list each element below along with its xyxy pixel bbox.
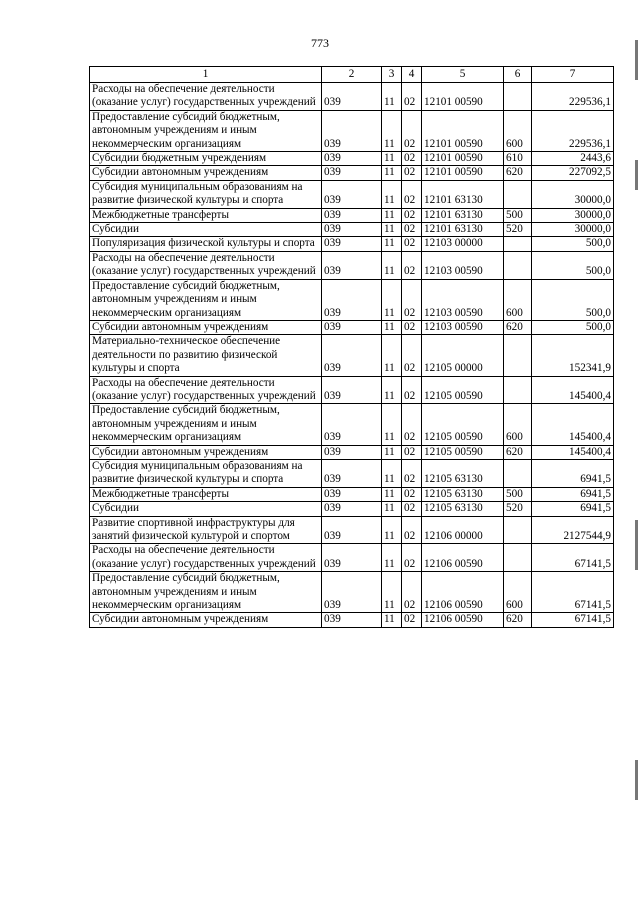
- section-cell: 11: [382, 166, 402, 180]
- expense-type-cell: [504, 544, 532, 572]
- target-article-cell: 12106 00000: [422, 516, 504, 544]
- admin-code-cell: 039: [322, 320, 382, 334]
- scan-edge-mark: [635, 40, 638, 80]
- target-article-cell: 12105 00590: [422, 404, 504, 445]
- admin-code-cell: 039: [322, 180, 382, 208]
- amount-cell: 30000,0: [532, 180, 614, 208]
- expense-type-cell: 600: [504, 279, 532, 320]
- subsection-cell: 02: [402, 572, 422, 613]
- admin-code-cell: 039: [322, 487, 382, 501]
- admin-code-cell: 039: [322, 237, 382, 251]
- target-article-cell: 12105 00590: [422, 376, 504, 404]
- subsection-cell: 02: [402, 208, 422, 222]
- section-cell: 11: [382, 459, 402, 487]
- row-name-cell: Субсидии автономным учреждениям: [90, 445, 322, 459]
- table-row: [90, 459, 614, 487]
- subsection-cell: 02: [402, 516, 422, 544]
- section-cell: 11: [382, 335, 402, 376]
- target-article-cell: 12101 00590: [422, 110, 504, 151]
- admin-code-cell: 039: [322, 404, 382, 445]
- subsection-cell: 02: [402, 251, 422, 279]
- target-article-cell: 12105 63130: [422, 487, 504, 501]
- subsection-cell: 02: [402, 487, 422, 501]
- amount-cell: 145400,4: [532, 404, 614, 445]
- row-name-cell: Субсидии автономным учреждениям: [90, 613, 322, 627]
- expense-type-cell: 600: [504, 110, 532, 151]
- row-name-cell: Субсидии бюджетным учреждениям: [90, 152, 322, 166]
- row-name-cell: Предоставление субсидий бюджетным, автономным учреждениям и иным некоммерческим организациям: [90, 572, 322, 613]
- column-header: 4: [402, 67, 422, 83]
- amount-cell: 6941,5: [532, 502, 614, 516]
- target-article-cell: 12106 00590: [422, 613, 504, 627]
- row-name-cell: Предоставление субсидий бюджетным, автономным учреждениям и иным некоммерческим организациям: [90, 279, 322, 320]
- table-row: [90, 320, 614, 334]
- table-row: [90, 83, 614, 111]
- expense-type-cell: [504, 237, 532, 251]
- row-name-cell: Предоставление субсидий бюджетным, автономным учреждениям и иным некоммерческим организациям: [90, 110, 322, 151]
- row-name-cell: Субсидии: [90, 223, 322, 237]
- column-header: 5: [422, 67, 504, 83]
- row-name-cell: Расходы на обеспечение деятельности (оказание услуг) государственных учреждений: [90, 376, 322, 404]
- subsection-cell: 02: [402, 237, 422, 251]
- target-article-cell: 12103 00590: [422, 320, 504, 334]
- target-article-cell: 12105 63130: [422, 459, 504, 487]
- subsection-cell: 02: [402, 335, 422, 376]
- admin-code-cell: 039: [322, 251, 382, 279]
- budget-table: [89, 66, 614, 628]
- admin-code-cell: 039: [322, 110, 382, 151]
- table-row: [90, 110, 614, 151]
- expense-type-cell: [504, 83, 532, 111]
- subsection-cell: 02: [402, 110, 422, 151]
- amount-cell: 229536,1: [532, 110, 614, 151]
- amount-cell: 30000,0: [532, 208, 614, 222]
- section-cell: 11: [382, 516, 402, 544]
- expense-type-cell: 600: [504, 404, 532, 445]
- row-name-cell: Субсидии автономным учреждениям: [90, 166, 322, 180]
- amount-cell: 6941,5: [532, 459, 614, 487]
- subsection-cell: 02: [402, 502, 422, 516]
- section-cell: 11: [382, 376, 402, 404]
- target-article-cell: 12101 00590: [422, 152, 504, 166]
- expense-type-cell: 600: [504, 572, 532, 613]
- admin-code-cell: 039: [322, 544, 382, 572]
- table-row: [90, 152, 614, 166]
- expense-type-cell: [504, 459, 532, 487]
- expense-type-cell: 610: [504, 152, 532, 166]
- section-cell: 11: [382, 251, 402, 279]
- target-article-cell: 12101 63130: [422, 223, 504, 237]
- admin-code-cell: 039: [322, 152, 382, 166]
- section-cell: 11: [382, 320, 402, 334]
- section-cell: 11: [382, 208, 402, 222]
- row-name-cell: Расходы на обеспечение деятельности (оказание услуг) государственных учреждений: [90, 83, 322, 111]
- target-article-cell: 12103 00000: [422, 237, 504, 251]
- expense-type-cell: 620: [504, 613, 532, 627]
- row-name-cell: Развитие спортивной инфраструктуры для занятий физической культурой и спортом: [90, 516, 322, 544]
- target-article-cell: 12103 00590: [422, 279, 504, 320]
- table-row: [90, 335, 614, 376]
- admin-code-cell: 039: [322, 516, 382, 544]
- table-row: [90, 572, 614, 613]
- target-article-cell: 12101 00590: [422, 83, 504, 111]
- table-row: [90, 613, 614, 627]
- row-name-cell: Межбюджетные трансферты: [90, 487, 322, 501]
- row-name-cell: Субсидии: [90, 502, 322, 516]
- row-name-cell: Субсидия муниципальным образованиям на развитие физической культуры и спорта: [90, 180, 322, 208]
- expense-type-cell: 620: [504, 445, 532, 459]
- amount-cell: 229536,1: [532, 83, 614, 111]
- amount-cell: 500,0: [532, 279, 614, 320]
- expense-type-cell: 500: [504, 208, 532, 222]
- expense-type-cell: [504, 516, 532, 544]
- target-article-cell: 12106 00590: [422, 572, 504, 613]
- amount-cell: 6941,5: [532, 487, 614, 501]
- column-header: 6: [504, 67, 532, 83]
- amount-cell: 500,0: [532, 320, 614, 334]
- table-row: [90, 223, 614, 237]
- amount-cell: 500,0: [532, 251, 614, 279]
- target-article-cell: 12105 63130: [422, 502, 504, 516]
- table-body: [90, 83, 614, 628]
- subsection-cell: 02: [402, 180, 422, 208]
- table-row: [90, 544, 614, 572]
- scan-edge-mark: [635, 160, 638, 190]
- table-row: [90, 376, 614, 404]
- table-row: [90, 208, 614, 222]
- amount-cell: 67141,5: [532, 544, 614, 572]
- expense-type-cell: 520: [504, 223, 532, 237]
- row-name-cell: Расходы на обеспечение деятельности (оказание услуг) государственных учреждений: [90, 251, 322, 279]
- expense-type-cell: 520: [504, 502, 532, 516]
- table-row: [90, 487, 614, 501]
- row-name-cell: Субсидии автономным учреждениям: [90, 320, 322, 334]
- admin-code-cell: 039: [322, 459, 382, 487]
- table-row: [90, 445, 614, 459]
- subsection-cell: 02: [402, 404, 422, 445]
- row-name-cell: Расходы на обеспечение деятельности (оказание услуг) государственных учреждений: [90, 544, 322, 572]
- column-header: 7: [532, 67, 614, 83]
- amount-cell: 152341,9: [532, 335, 614, 376]
- section-cell: 11: [382, 572, 402, 613]
- admin-code-cell: 039: [322, 223, 382, 237]
- section-cell: 11: [382, 404, 402, 445]
- amount-cell: 145400,4: [532, 376, 614, 404]
- amount-cell: 67141,5: [532, 613, 614, 627]
- amount-cell: 2443,6: [532, 152, 614, 166]
- table-row: [90, 404, 614, 445]
- admin-code-cell: 039: [322, 572, 382, 613]
- column-header: 1: [90, 67, 322, 83]
- admin-code-cell: 039: [322, 502, 382, 516]
- subsection-cell: 02: [402, 320, 422, 334]
- section-cell: 11: [382, 110, 402, 151]
- expense-type-cell: [504, 335, 532, 376]
- scan-edge-mark: [635, 520, 638, 570]
- expense-type-cell: [504, 376, 532, 404]
- target-article-cell: 12106 00590: [422, 544, 504, 572]
- target-article-cell: 12103 00590: [422, 251, 504, 279]
- target-article-cell: 12105 00590: [422, 445, 504, 459]
- section-cell: 11: [382, 223, 402, 237]
- table-row: [90, 502, 614, 516]
- row-name-cell: Предоставление субсидий бюджетным, автономным учреждениям и иным некоммерческим организациям: [90, 404, 322, 445]
- expense-type-cell: 620: [504, 320, 532, 334]
- section-cell: 11: [382, 487, 402, 501]
- admin-code-cell: 039: [322, 335, 382, 376]
- subsection-cell: 02: [402, 445, 422, 459]
- admin-code-cell: 039: [322, 208, 382, 222]
- section-cell: 11: [382, 180, 402, 208]
- target-article-cell: 12105 00000: [422, 335, 504, 376]
- section-cell: 11: [382, 279, 402, 320]
- subsection-cell: 02: [402, 459, 422, 487]
- scan-edge-mark: [635, 760, 638, 800]
- subsection-cell: 02: [402, 279, 422, 320]
- admin-code-cell: 039: [322, 376, 382, 404]
- section-cell: 11: [382, 544, 402, 572]
- subsection-cell: 02: [402, 83, 422, 111]
- table-row: [90, 516, 614, 544]
- row-name-cell: Популяризация физической культуры и спорта: [90, 237, 322, 251]
- subsection-cell: 02: [402, 152, 422, 166]
- target-article-cell: 12101 00590: [422, 166, 504, 180]
- subsection-cell: 02: [402, 544, 422, 572]
- amount-cell: 30000,0: [532, 223, 614, 237]
- column-header: 3: [382, 67, 402, 83]
- expense-type-cell: 500: [504, 487, 532, 501]
- admin-code-cell: 039: [322, 445, 382, 459]
- admin-code-cell: 039: [322, 613, 382, 627]
- section-cell: 11: [382, 237, 402, 251]
- row-name-cell: Материально-техническое обеспечение деятельности по развитию физической культуры и спорта: [90, 335, 322, 376]
- table-row: [90, 180, 614, 208]
- admin-code-cell: 039: [322, 279, 382, 320]
- table-row: [90, 166, 614, 180]
- admin-code-cell: 039: [322, 83, 382, 111]
- table-row: [90, 237, 614, 251]
- section-cell: 11: [382, 502, 402, 516]
- subsection-cell: 02: [402, 166, 422, 180]
- expense-type-cell: [504, 180, 532, 208]
- row-name-cell: Межбюджетные трансферты: [90, 208, 322, 222]
- subsection-cell: 02: [402, 223, 422, 237]
- amount-cell: 227092,5: [532, 166, 614, 180]
- amount-cell: 145400,4: [532, 445, 614, 459]
- admin-code-cell: 039: [322, 166, 382, 180]
- amount-cell: 500,0: [532, 237, 614, 251]
- expense-type-cell: 620: [504, 166, 532, 180]
- row-name-cell: Субсидия муниципальным образованиям на развитие физической культуры и спорта: [90, 459, 322, 487]
- section-cell: 11: [382, 152, 402, 166]
- page-number: 773: [311, 36, 329, 50]
- section-cell: 11: [382, 83, 402, 111]
- amount-cell: 67141,5: [532, 572, 614, 613]
- section-cell: 11: [382, 613, 402, 627]
- subsection-cell: 02: [402, 613, 422, 627]
- header-row: [90, 67, 614, 83]
- column-header: 2: [322, 67, 382, 83]
- expense-type-cell: [504, 251, 532, 279]
- table-row: [90, 279, 614, 320]
- subsection-cell: 02: [402, 376, 422, 404]
- amount-cell: 2127544,9: [532, 516, 614, 544]
- target-article-cell: 12101 63130: [422, 180, 504, 208]
- section-cell: 11: [382, 445, 402, 459]
- target-article-cell: 12101 63130: [422, 208, 504, 222]
- table-row: [90, 251, 614, 279]
